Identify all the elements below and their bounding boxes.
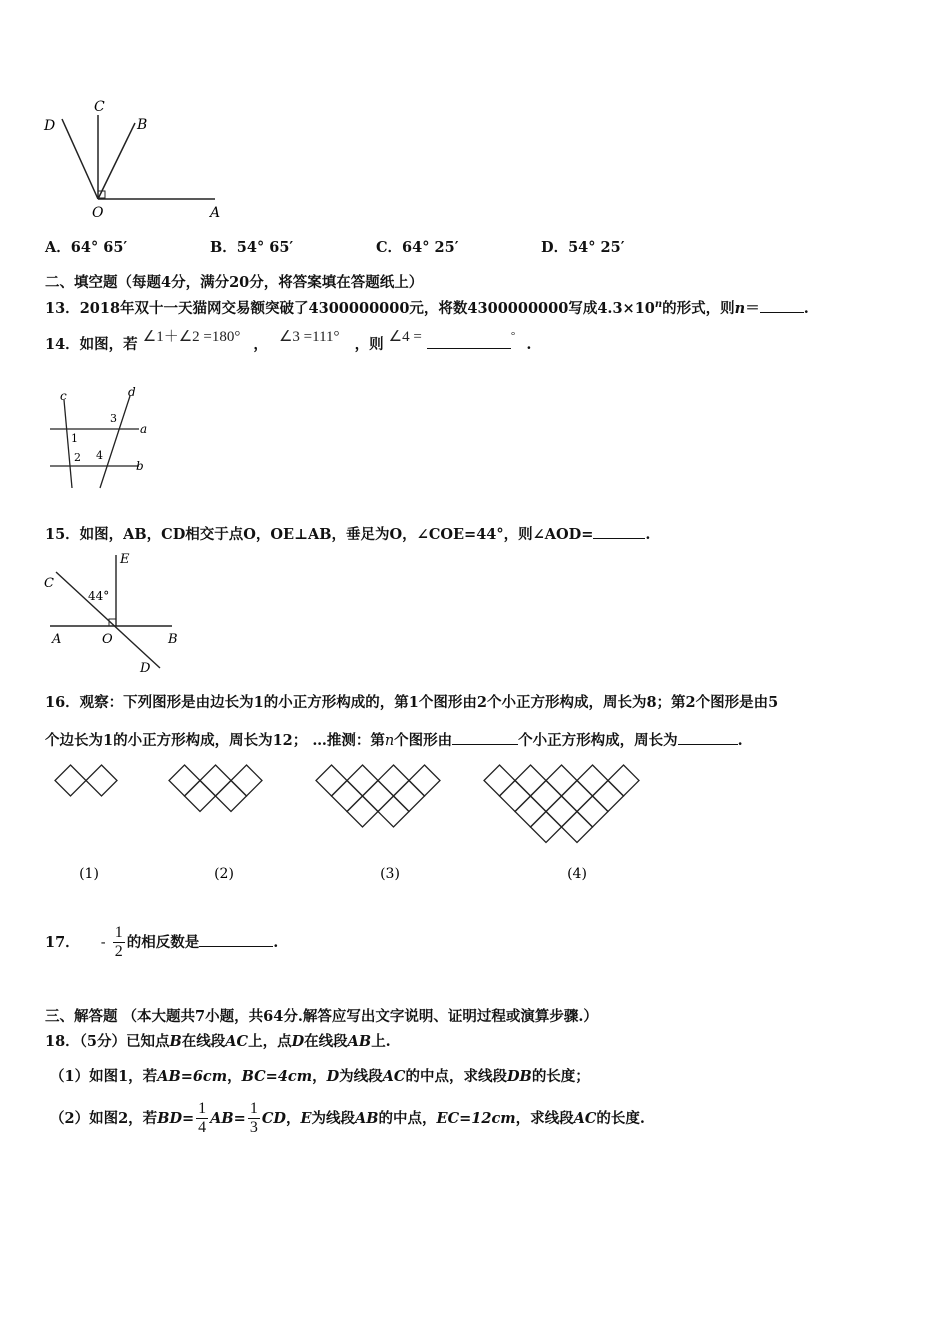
fraction-one-third: $\frac{1}{3}$ [249, 1100, 258, 1137]
label-c: C [94, 99, 105, 115]
figure-q16-square-patterns [45, 760, 695, 890]
small-square [55, 765, 86, 796]
label-c: C [44, 576, 54, 591]
small-square [546, 796, 577, 827]
pattern-1 [55, 765, 117, 796]
small-square [394, 781, 425, 812]
small-square [577, 796, 608, 827]
small-square [500, 781, 531, 812]
small-square [546, 765, 577, 796]
figure-q14-parallel-lines [44, 386, 164, 492]
label-c: c [60, 389, 67, 403]
answer-blank-16a[interactable] [452, 730, 518, 746]
figure-q12-angles [40, 95, 240, 225]
label-a: A [210, 205, 221, 221]
label-a: A [52, 632, 62, 647]
label-o: O [102, 632, 113, 647]
question-18-part-1: （1）如图1，若AB=6cm，BC=4cm，D为线段AC的中点，求线段DB的长度； [50, 1068, 590, 1085]
small-square [169, 765, 200, 796]
label-4: 4 [96, 449, 103, 462]
pattern-label-4: (4) [567, 866, 587, 882]
question-16-line-1: 16．观察：下列图形是由边长为1的小正方形构成的，第1个图形由2个小正方形构成，周长为8；第2个图形是由5 [45, 694, 779, 711]
label-e: E [120, 552, 130, 567]
question-18: 18．（5分）已知点B在线段AC上，点D在线段AB上. [45, 1033, 391, 1050]
figure-q15-intersecting-lines [42, 550, 182, 675]
question-14: 14．如图，若 ∠1＋∠2 =180° ， ∠3 =111° ，则 ∠4 = ° . [45, 329, 532, 353]
small-square [577, 765, 608, 796]
question-16-line-2: 个边长为1的小正方形构成，周长为12； …推测：第n个图形由 个小正方形构成，周长为 . [45, 729, 743, 750]
small-square [593, 781, 624, 812]
answer-blank-14[interactable] [427, 334, 511, 350]
fraction-one-quarter: $\frac{1}{4}$ [198, 1100, 207, 1137]
small-square [562, 812, 593, 843]
small-square [378, 765, 409, 796]
label-d: D [44, 118, 56, 134]
small-square [316, 765, 347, 796]
ray-ob [98, 123, 135, 199]
question-18-part-2: （2）如图2，若BD= $\frac{1}{4}$ AB= $\frac{1}{3}$ CD，E为线段AB的中点，EC=12cm，求线段AC的长度. [50, 1100, 645, 1137]
small-square [378, 796, 409, 827]
fraction-one-half: $\frac{1}{2}$ [114, 924, 123, 961]
label-b: B [137, 117, 148, 133]
line-d [100, 396, 130, 488]
small-square [363, 781, 394, 812]
label-2: 2 [74, 451, 81, 464]
label-o: O [92, 205, 104, 221]
small-square [515, 765, 546, 796]
option-d[interactable]: D．54° 25′ [541, 239, 625, 256]
label-angle: 44° [88, 589, 110, 603]
pattern-4 [484, 765, 639, 843]
small-square [200, 765, 231, 796]
answer-blank-13[interactable] [760, 298, 804, 314]
label-b: B [168, 632, 178, 647]
pattern-3 [316, 765, 440, 827]
small-square [531, 781, 562, 812]
small-square [86, 765, 117, 796]
label-d: D [140, 661, 151, 675]
label-d: d [128, 386, 136, 399]
question-15: 15．如图，AB，CD相交于点O，OE⊥AB，垂足为O，∠COE=44°，则∠AOD= . [45, 523, 650, 544]
pattern-label-1: (1) [79, 866, 99, 882]
small-square [332, 781, 363, 812]
option-a[interactable]: A．64° 65′ [45, 239, 128, 256]
pattern-label-2: (2) [214, 866, 234, 882]
option-b[interactable]: B．54° 65′ [210, 239, 294, 256]
label-1: 1 [71, 432, 78, 445]
small-square [515, 796, 546, 827]
small-square [608, 765, 639, 796]
section-3-title: 三、解答题 （本大题共7小题，共64分.解答应写出文字说明、证明过程或演算步骤.） [45, 1008, 598, 1025]
small-square [347, 796, 378, 827]
option-c[interactable]: C．64° 25′ [376, 239, 459, 256]
pattern-label-3: (3) [380, 866, 400, 882]
answer-blank-16b[interactable] [678, 730, 738, 746]
ray-od [62, 119, 98, 199]
small-square [347, 765, 378, 796]
question-17: 17． - $\frac{1}{2}$ 的相反数是 . [45, 924, 279, 961]
question-13: 13．2018年双十一天猫网交易额突破了4300000000元，将数4300000000写成$4.3\times 10^n$的形式，则n＝ . [45, 299, 809, 317]
label-3: 3 [110, 412, 117, 425]
small-square [185, 781, 216, 812]
section-2-title: 二、填空题（每题4分，满分20分，将答案填在答题纸上） [45, 274, 424, 291]
answer-blank-15[interactable] [593, 524, 645, 540]
label-b: b [136, 459, 144, 473]
small-square [409, 765, 440, 796]
small-square [216, 781, 247, 812]
pattern-2 [169, 765, 262, 812]
small-square [231, 765, 262, 796]
small-square [484, 765, 515, 796]
small-square [531, 812, 562, 843]
label-a: a [140, 422, 148, 436]
small-square [562, 781, 593, 812]
answer-blank-17[interactable] [199, 931, 273, 947]
line-cd [56, 572, 160, 668]
